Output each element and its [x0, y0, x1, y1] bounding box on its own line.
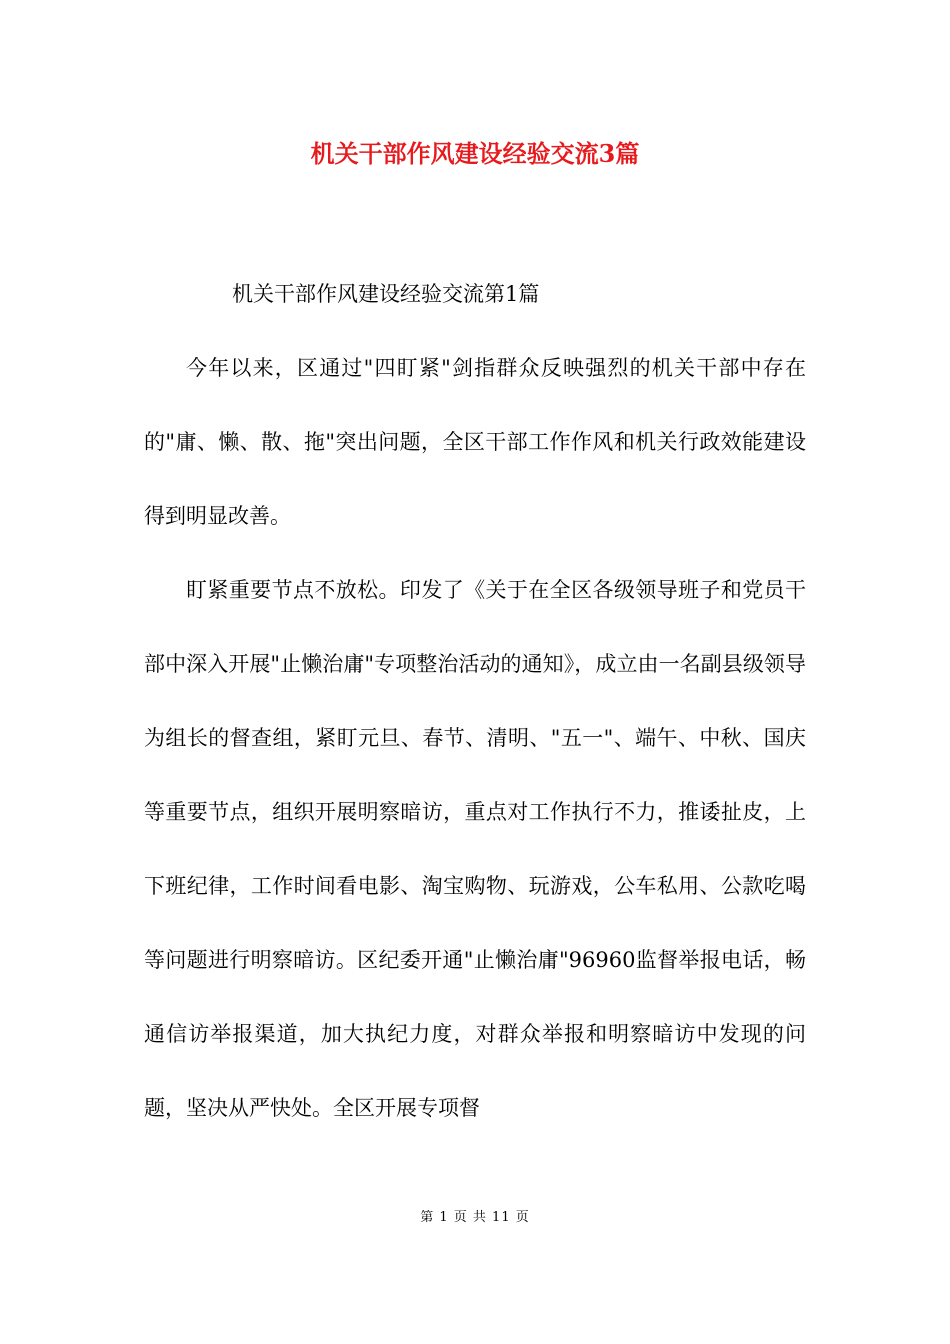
- body-paragraph: 盯紧重要节点不放松。印发了《关于在全区各级领导班子和党员干部中深入开展"止懒治庸"专项整治活动的通知》，成立由一名副县级领导为组长的督查组，紧盯元旦、春节、清明、"五一"、端午、中秋、国庆等重要节点，组织开展明察暗访，重点对工作执行不力，推诿扯皮，上下班纪律，工作时间看电影、淘宝购物、玩游戏，公车私用、公款吃喝等问题进行明察暗访。区纪委开通"止懒治庸"96960监督举报电话，畅通信访举报渠道，加大执纪力度，对群众举报和明察暗访中发现的问题，坚决从严快处。全区开展专项督: [144, 578, 806, 1120]
- body-paragraph: 今年以来，区通过"四盯紧"剑指群众反映强烈的机关干部中存在的"庸、懒、散、拖"突出问题，全区干部工作作风和机关行政效能建设得到明显改善。: [144, 356, 806, 528]
- section-subtitle: 机关干部作风建设经验交流第1篇: [232, 282, 540, 306]
- page-number-footer: 第 1 页 共 11 页: [420, 1210, 530, 1225]
- document-title: 机关干部作风建设经验交流3篇: [310, 139, 640, 168]
